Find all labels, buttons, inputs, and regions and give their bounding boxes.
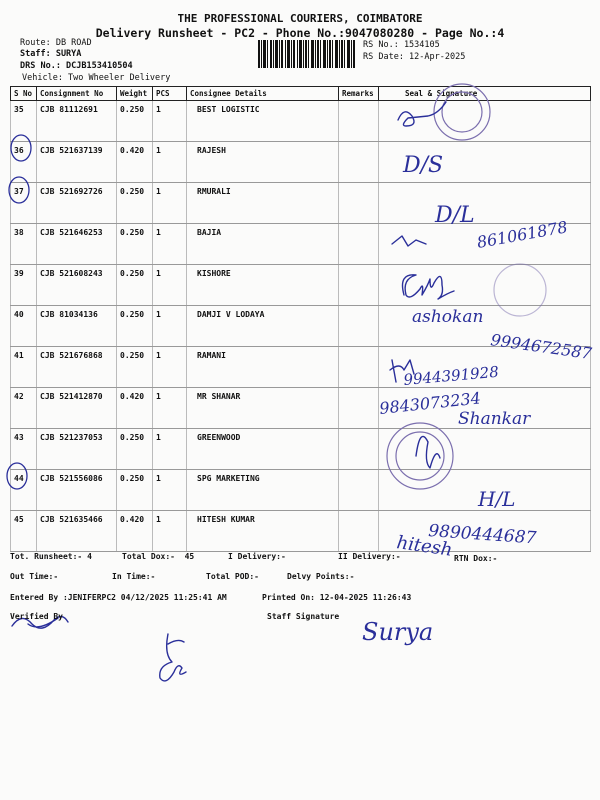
handwriting-row40b: 9994672587 (489, 330, 593, 364)
staff-signature-ink: Surya (362, 618, 434, 646)
col-pcs: PCS (153, 87, 187, 101)
consignee-name: HITESH KUMAR (187, 511, 339, 552)
handwriting-row42b: Shankar (458, 409, 531, 429)
consignment-number: CJB 521635466 (37, 511, 117, 552)
row-weight: 0.250 (117, 224, 153, 265)
staff-signature-label: Staff Signature (267, 612, 340, 621)
drs-number: DRS No.: DCJB153410504 (20, 61, 133, 71)
initial-signature (160, 634, 186, 681)
row-sno: 41 (11, 347, 37, 388)
rtn-dox: RTN Dox:- (454, 554, 498, 563)
consignee-name: RAJESH (187, 142, 339, 183)
row-weight: 0.420 (117, 388, 153, 429)
row-sno: 43 (11, 429, 37, 470)
consignment-number: CJB 81112691 (37, 101, 117, 142)
signature-row43 (416, 436, 440, 468)
entered-by: Entered By :JENIFERPC2 04/12/2025 11:25:41 AM (10, 593, 227, 602)
row-pcs: 1 (153, 388, 187, 429)
row-sno: 44 (11, 470, 37, 511)
consignment-number: CJB 521692726 (37, 183, 117, 224)
row-pcs: 1 (153, 265, 187, 306)
out-time: Out Time:- (10, 572, 59, 581)
row-sno: 35 (11, 101, 37, 142)
seal-stamp-row39 (494, 264, 546, 316)
runsheet-subtitle: Delivery Runsheet - PC2 - Phone No.:9047080280 - Page No.:4 (95, 26, 505, 40)
row-weight: 0.250 (117, 306, 153, 347)
row-weight: 0.250 (117, 429, 153, 470)
i-delivery: I Delivery:- (228, 552, 286, 561)
consignee-name: BAJIA (187, 224, 339, 265)
handwriting-row45a: hitesh (395, 532, 454, 561)
consignee-name: BEST LOGISTIC (187, 101, 339, 142)
route-label: Route: DB ROAD (20, 38, 92, 48)
row-sno: 39 (11, 265, 37, 306)
seal-stamp-row43 (387, 423, 453, 489)
consignee-name: RAMANI (187, 347, 339, 388)
row-sno: 36 (11, 142, 37, 183)
row-pcs: 1 (153, 306, 187, 347)
handwriting-row42a: 9843073234 (378, 388, 482, 418)
row-pcs: 1 (153, 224, 187, 265)
consignee-name: MR SHANAR (187, 388, 339, 429)
consignment-number: CJB 81034136 (37, 306, 117, 347)
row-pcs: 1 (153, 511, 187, 552)
vehicle-label: Vehicle: Two Wheeler Delivery (22, 73, 171, 83)
circle-mark-36 (11, 135, 31, 161)
signature-row35 (398, 102, 446, 126)
col-sno: S No (11, 87, 37, 101)
consignee-name: DAMJI V LODAYA (187, 306, 339, 347)
row-pcs: 1 (153, 429, 187, 470)
consignment-number: CJB 521608243 (37, 265, 117, 306)
delvy-points: Delvy Points:- (287, 572, 355, 581)
handwriting-row37: D/L (435, 203, 475, 228)
row-sno: 37 (11, 183, 37, 224)
row-pcs: 1 (153, 347, 187, 388)
row-pcs: 1 (153, 142, 187, 183)
handwriting-row45b: 9890444687 (427, 521, 537, 549)
consignment-number: CJB 521412870 (37, 388, 117, 429)
row-sno: 38 (11, 224, 37, 265)
scribble-row38 (392, 236, 426, 246)
row-sno: 40 (11, 306, 37, 347)
row-weight: 0.250 (117, 183, 153, 224)
row-weight: 0.250 (117, 470, 153, 511)
consignment-number: CJB 521637139 (37, 142, 117, 183)
consignment-number: CJB 521237053 (37, 429, 117, 470)
handwriting-row40a: ashokan (412, 307, 484, 327)
circle-mark-44 (7, 463, 27, 489)
row-weight: 0.250 (117, 101, 153, 142)
consignee-name: KISHORE (187, 265, 339, 306)
row-weight: 0.420 (117, 142, 153, 183)
signature-row39 (403, 275, 455, 299)
row-sno: 42 (11, 388, 37, 429)
col-weight: Weight (117, 87, 153, 101)
row-weight: 0.250 (117, 347, 153, 388)
consignment-number: CJB 521556086 (37, 470, 117, 511)
consignee-name: RMURALI (187, 183, 339, 224)
handwriting-row44: H/L (478, 487, 516, 511)
total-runsheet: Tot. Runsheet:- 4 (10, 552, 92, 561)
total-dox: Total Dox:- 45 (122, 552, 195, 561)
consignee-name: GREENWOOD (187, 429, 339, 470)
col-consignee: Consignee Details (187, 87, 339, 101)
company-title: THE PROFESSIONAL COURIERS, COIMBATORE (177, 12, 423, 25)
circle-mark-37 (9, 177, 29, 203)
row-pcs: 1 (153, 183, 187, 224)
handwriting-row36: D/S (403, 153, 444, 178)
row-weight: 0.420 (117, 511, 153, 552)
seal-stamp-row35 (434, 84, 490, 140)
consignment-number: CJB 521676868 (37, 347, 117, 388)
handwriting-row41: 9944391928 (402, 362, 500, 389)
rs-date: RS Date: 12-Apr-2025 (363, 52, 466, 62)
row-pcs: 1 (153, 470, 187, 511)
row-pcs: 1 (153, 101, 187, 142)
consignment-number: CJB 521646253 (37, 224, 117, 265)
ii-delivery: II Delivery:- (338, 552, 401, 561)
rs-number: RS No.: 1534105 (363, 40, 440, 50)
consignee-name: SPG MARKETING (187, 470, 339, 511)
printed-on: Printed On: 12-04-2025 11:26:43 (262, 593, 412, 602)
in-time: In Time:- (112, 572, 156, 581)
col-remarks: Remarks (339, 87, 379, 101)
col-consignment: Consignment No (37, 87, 117, 101)
col-signature: Seal & Signature (379, 87, 591, 101)
row-weight: 0.250 (117, 265, 153, 306)
verified-by-label: Verified By (10, 612, 63, 621)
handwriting-row38: 861061878 (475, 217, 569, 252)
total-pod: Total POD:- (206, 572, 259, 581)
staff-label: Staff: SURYA (20, 49, 82, 59)
row-sno: 45 (11, 511, 37, 552)
